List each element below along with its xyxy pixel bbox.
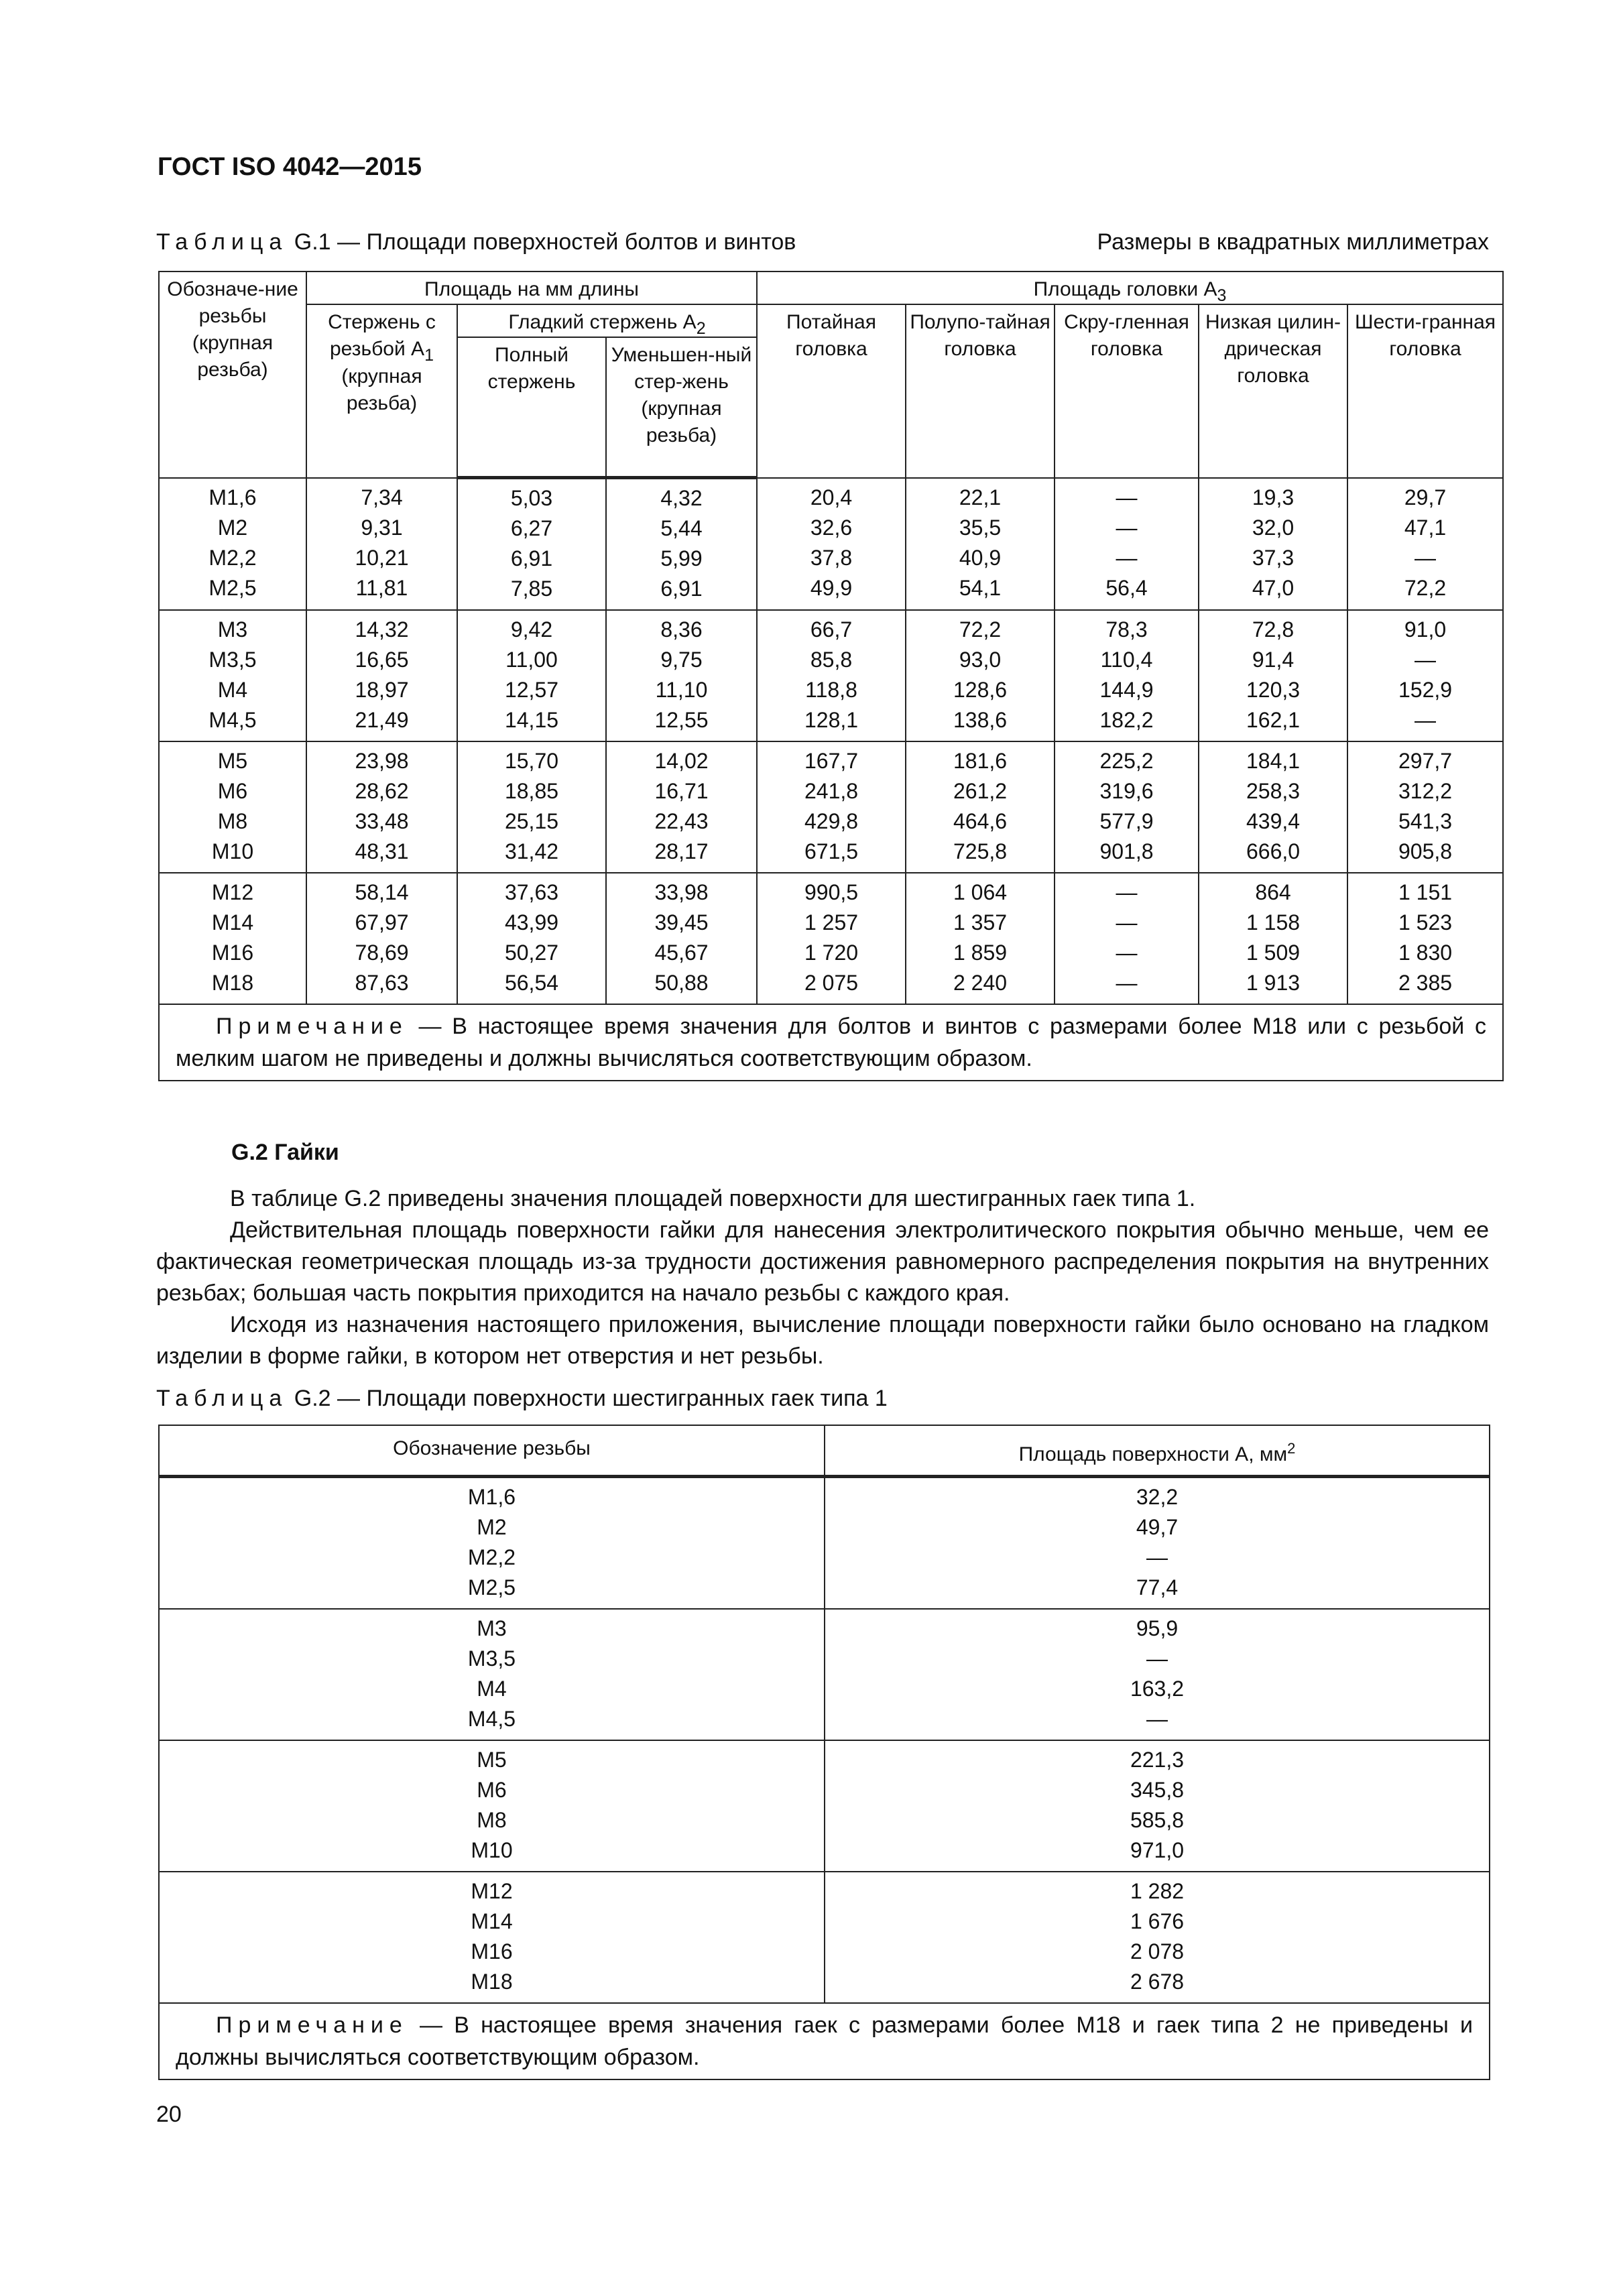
t1-value: 7,34 [361,485,403,509]
t2-header-designation: Обозначение резьбы [159,1425,825,1477]
t1-value: 85,8 [810,648,853,672]
t1-value: 225,2 [1099,749,1154,773]
t1-cell-round [1055,478,1199,611]
t2-cell-designation [159,1872,825,2003]
t1-value: 297,7 [1398,749,1453,773]
t1-cell-full [457,478,606,611]
t1-value: 1 509 [1246,941,1301,965]
t1-value: 12,55 [654,708,709,732]
t1-header-countersunk: Потайная головка [757,304,906,478]
t1-value: 182,2 [1099,708,1154,732]
t1-cell-full [457,873,606,1004]
t1-cell-designation [159,478,306,611]
table2 [158,1425,1490,2080]
t2-value: 49,7 [1136,1515,1179,1539]
t1-plain-sub: 2 [696,319,706,338]
t1-value: M6 [217,779,248,803]
t1-value: 91,4 [1252,648,1295,672]
t1-cell-cyl [1199,741,1347,873]
t1-value: 15,70 [504,749,559,773]
t2-value: M3,5 [467,1646,516,1671]
t1-value: M4 [217,678,248,702]
t1-value: 2 385 [1398,971,1453,995]
t1-value: 40,9 [959,545,1002,570]
t1-cell-threaded [306,478,457,611]
t1-cell-round [1055,741,1199,873]
t1-value: 2 240 [953,971,1008,995]
t2-cell-area [825,1477,1490,1610]
t1-value: 541,3 [1398,809,1453,833]
t1-header-threaded-shank [306,304,457,478]
t1-value: 21,49 [355,708,409,732]
t1-header-area-head-label: Площадь головки A [1033,278,1217,300]
t1-value: 11,10 [655,678,708,702]
t1-value: 43,99 [504,910,559,934]
t1-value: — [1116,515,1138,540]
t1-value: 14,02 [654,749,709,773]
t2-value: — [1146,1707,1168,1731]
t1-value: 23,98 [355,749,409,773]
t1-header-area-head-sub: 3 [1217,286,1227,305]
t1-value: 1 257 [804,910,859,934]
t1-threaded-tail: (крупная резьба) [341,365,422,414]
t1-value: 39,45 [654,910,709,934]
t2-value: 971,0 [1130,1838,1185,1862]
t1-value: 6,27 [510,516,553,540]
t2-value: 345,8 [1130,1778,1185,1802]
t1-value: 35,5 [959,515,1002,540]
t1-value: 91,0 [1404,617,1447,642]
t1-value: M2 [217,515,248,540]
t1-value: 48,31 [355,839,409,863]
t2-value: M18 [471,1970,513,1994]
t1-cell-raised [906,873,1055,1004]
t1-value: 14,32 [355,617,409,642]
t1-value: 20,4 [810,485,853,509]
t1-value: — [1116,545,1138,570]
table1-caption-text: G.1 — Площади поверхностей болтов и винтов [294,229,796,255]
t1-value: 32,6 [810,515,853,540]
t1-header-raised-countersunk: Полупо-тайная головка [906,304,1055,478]
t1-value: M18 [211,971,254,995]
t1-value: 1 720 [804,941,859,965]
table1-units: Размеры в квадратных миллиметрах [1097,229,1489,255]
t2-value: 221,3 [1130,1748,1185,1772]
t1-header-reduced-shank: Уменьшен-ный стер-жень (крупная резьба) [606,337,757,478]
t2-cell-designation [159,1609,825,1740]
t1-header-low-cylindrical: Низкая цилин-дрическая головка [1199,304,1347,478]
table2-caption [156,1386,888,1412]
t2-value: 1 282 [1130,1879,1185,1903]
t1-header-area-head [757,271,1503,304]
table2-note-word: Примечание [216,2012,408,2038]
t1-cell-hex [1347,610,1503,741]
t1-value: 11,00 [505,648,558,672]
t1-cell-threaded [306,873,457,1004]
paragraph-2-text: Действительная площадь поверхности гайки для нанесения электролитического покрытия обычно меньше, чем ее фактическая геометрическая площадь из-за трудности достижения равномерного распределения покрытия на внутренних резьбах; большая часть покрытия приходится на начало резьбы с каждого края. [156,1217,1489,1306]
t1-value: 9,75 [660,648,703,672]
t1-value: 72,2 [1404,575,1447,600]
paragraph-1-text: В таблице G.2 приведены значения площадей поверхности для шестигранных гаек типа 1. [230,1186,1196,1211]
t1-value: 990,5 [804,880,859,904]
t1-value: 138,6 [953,708,1008,732]
t1-value: 4,32 [660,486,703,510]
table1-caption [156,229,796,255]
t2-value: 163,2 [1130,1677,1185,1701]
t1-value: 7,85 [510,577,553,601]
t2-value: M2,5 [467,1575,516,1599]
t1-value: 45,67 [654,941,709,965]
t1-value: 118,8 [805,678,857,702]
t2-value: M4,5 [467,1707,516,1731]
t1-cell-reduced [606,478,757,611]
t1-value: 28,17 [654,839,709,863]
t1-value: 5,44 [660,516,703,540]
t1-header-full-shank: Полный стержень [457,337,606,478]
t1-cell-reduced [606,741,757,873]
t1-cell-countersunk [757,741,906,873]
t1-cell-hex [1347,478,1503,611]
table1-note-word: Примечание [216,1014,408,1039]
table1-row-group [159,873,1503,1004]
t2-cell-area [825,1740,1490,1872]
t1-value: 56,54 [504,971,559,995]
t1-value: 144,9 [1099,678,1154,702]
table1-body [159,478,1503,1005]
paragraph-3-text: Исходя из назначения настоящего приложения, вычисление площади поверхности гайки было основано на гладком изделии в форме гайки, в котором нет отверстия и нет резьбы. [156,1312,1489,1369]
t1-value: 10,21 [355,545,409,570]
t1-value: 22,1 [959,485,1002,509]
t1-value: — [1415,545,1437,570]
t1-value: 37,8 [810,545,853,570]
table1-note [159,1004,1503,1081]
t2-cell-designation [159,1477,825,1610]
t1-value: 31,42 [504,839,559,863]
t1-value: 1 064 [953,880,1008,904]
t1-value: 33,98 [654,880,709,904]
t1-value: M10 [211,839,254,863]
t1-value: 1 859 [953,941,1008,965]
t2-value: M14 [471,1909,513,1933]
t1-cell-raised [906,741,1055,873]
paragraph-1 [156,1183,1489,1215]
t1-value: — [1415,648,1437,672]
t1-header-area-per-mm: Площадь на мм длины [306,271,757,304]
t1-value: 78,69 [355,941,409,965]
t1-value: 87,63 [355,971,409,995]
t1-value: — [1116,910,1138,934]
table2-row-group [159,1477,1490,1610]
t1-value: 93,0 [959,648,1002,672]
t1-value: 181,6 [953,749,1008,773]
t1-value: 464,6 [953,809,1008,833]
t1-value: M12 [211,880,254,904]
t1-value: — [1116,971,1138,995]
t1-cell-full [457,610,606,741]
paragraph-3 [156,1309,1489,1372]
t2-value: 77,4 [1136,1575,1179,1599]
t1-value: 261,2 [953,779,1008,803]
t1-value: 72,8 [1252,617,1295,642]
t1-cell-hex [1347,873,1503,1004]
table2-row-group [159,1872,1490,2003]
t2-value: M12 [471,1879,513,1903]
table2-note-text: — В настоящее время значения гаек с размерами более M18 и гаек типа 2 не приведены и должны вычисляться соответствующим образом. [176,2012,1473,2070]
t1-cell-threaded [306,741,457,873]
t1-header-plain-shank [457,304,757,337]
t2-value: M6 [477,1778,507,1802]
table2-row-group [159,1609,1490,1740]
t1-value: 54,1 [959,575,1002,600]
t1-value: — [1116,880,1138,904]
t1-value: 18,85 [504,779,559,803]
t1-value: 241,8 [804,779,859,803]
t1-value: 128,6 [953,678,1008,702]
t1-value: 1 830 [1398,941,1453,965]
t2-value: 1 676 [1130,1909,1185,1933]
t1-value: M4,5 [208,708,257,732]
t2-value: M5 [477,1748,507,1772]
t1-value: 152,9 [1398,678,1453,702]
t1-cell-cyl [1199,478,1347,611]
t1-value: M1,6 [208,485,257,509]
t1-header-round: Скру-гленная головка [1055,304,1199,478]
table2-caption-text: G.2 — Площади поверхности шестигранных гаек типа 1 [294,1386,888,1411]
t1-cell-reduced [606,610,757,741]
t2-value: M10 [471,1838,513,1862]
t2-value: M3 [477,1616,507,1640]
t1-cell-full [457,741,606,873]
table1-row-group [159,610,1503,741]
t1-value: 128,1 [804,708,859,732]
t1-cell-countersunk [757,873,906,1004]
t2-value: M8 [477,1808,507,1832]
t2-value: 32,2 [1136,1485,1179,1509]
table2-body [159,1477,1490,2004]
t1-value: M5 [217,749,248,773]
t2-cell-designation [159,1740,825,1872]
t1-value: 49,9 [810,575,853,600]
t1-cell-cyl [1199,873,1347,1004]
t1-value: 2 075 [804,971,859,995]
t1-value: 439,4 [1246,809,1301,833]
t2-cell-area [825,1609,1490,1740]
t2-header-area-label: Площадь поверхности A, мм [1018,1443,1288,1465]
t2-value: 95,9 [1136,1616,1179,1640]
t1-value: M2,2 [208,545,257,570]
t2-value: 2 078 [1130,1939,1185,1963]
t1-cell-raised [906,478,1055,611]
t1-threaded-label: Стержень с резьбой A [328,311,436,360]
t1-value: 32,0 [1252,515,1295,540]
t1-value: 1 357 [953,910,1008,934]
t2-value: M16 [471,1939,513,1963]
t1-value: 66,7 [810,617,853,642]
t1-value: 901,8 [1099,839,1154,863]
t1-header-designation: Обозначе-ние резьбы (крупная резьба) [159,271,306,478]
t2-header-area-sup: 2 [1287,1440,1296,1457]
t1-value: M16 [211,941,254,965]
t1-value: M2,5 [208,575,257,600]
t1-value: 167,7 [804,749,859,773]
t1-value: 72,2 [959,617,1002,642]
t1-cell-countersunk [757,478,906,611]
t1-value: 16,65 [355,648,409,672]
table1-row-group [159,741,1503,873]
t2-value: M4 [477,1677,507,1701]
t1-value: 9,42 [510,617,553,642]
standard-title: ГОСТ ISO 4042—2015 [158,153,422,181]
t1-cell-designation [159,873,306,1004]
t1-value: 184,1 [1246,749,1301,773]
t2-value: — [1146,1646,1168,1671]
t1-value: 67,97 [355,910,409,934]
t1-value: 18,97 [355,678,409,702]
t1-value: M3,5 [208,648,257,672]
t1-value: 25,15 [504,809,559,833]
t1-value: 162,1 [1246,708,1301,732]
t1-cell-hex [1347,741,1503,873]
t2-header-area [825,1425,1490,1477]
t1-value: M8 [217,809,248,833]
t1-value: 864 [1255,880,1291,904]
t1-value: 37,63 [504,880,559,904]
t1-value: 14,15 [504,708,559,732]
t2-cell-area [825,1872,1490,2003]
t1-value: 22,43 [654,809,709,833]
t1-value: 58,14 [355,880,409,904]
t2-value: M1,6 [467,1485,516,1509]
t1-value: 1 158 [1246,910,1301,934]
paragraph-2 [156,1215,1489,1309]
t1-value: 120,3 [1246,678,1301,702]
t1-value: 666,0 [1246,839,1301,863]
t1-value: 29,7 [1404,485,1447,509]
t1-value: 33,48 [355,809,409,833]
t1-value: M3 [217,617,248,642]
table1-caption-word: Таблица [156,229,288,255]
t1-cell-raised [906,610,1055,741]
page-number: 20 [156,2102,182,2127]
t1-cell-countersunk [757,610,906,741]
t2-value: 585,8 [1130,1808,1185,1832]
t1-value: 56,4 [1105,575,1148,600]
t1-plain-label: Гладкий стержень A [508,311,697,333]
t1-value: 78,3 [1105,617,1148,642]
t1-value: 319,6 [1099,779,1154,803]
t1-value: 1 523 [1398,910,1453,934]
t1-value: 6,91 [510,546,553,570]
t1-cell-threaded [306,610,457,741]
t1-value: 671,5 [804,839,859,863]
t1-value: — [1116,485,1138,509]
t1-cell-designation [159,741,306,873]
t2-value: 2 678 [1130,1970,1185,1994]
t1-value: — [1116,941,1138,965]
t1-value: 577,9 [1099,809,1154,833]
t1-value: 429,8 [804,809,859,833]
t1-value: 47,0 [1252,575,1295,600]
t1-value: 11,81 [355,575,408,600]
t1-threaded-sub: 1 [424,346,434,365]
t1-value: M14 [211,910,254,934]
t1-value: 47,1 [1404,515,1447,540]
t1-cell-reduced [606,873,757,1004]
t1-header-hexagon: Шести-гранная головка [1347,304,1503,478]
t1-value: 905,8 [1398,839,1453,863]
t1-cell-cyl [1199,610,1347,741]
table1-row-group [159,478,1503,611]
t1-value: 50,27 [504,941,559,965]
t2-value: M2,2 [467,1545,516,1569]
t1-value: 6,91 [660,577,703,601]
table2-row-group [159,1740,1490,1872]
t1-value: 1 151 [1398,880,1453,904]
t2-value: M2 [477,1515,507,1539]
t1-value: 12,57 [504,678,559,702]
t1-value: 5,99 [660,546,703,570]
t1-cell-round [1055,873,1199,1004]
t1-value: 8,36 [660,617,703,642]
t1-value: 1 913 [1246,971,1301,995]
table1-note-text: — В настоящее время значения для болтов и винтов с размерами более M18 или с резьбой с мелким шагом не приведены и должны вычисляться соответствующим образом. [176,1014,1487,1071]
t1-value: 725,8 [953,839,1008,863]
section-g2-title: G.2 Гайки [231,1140,339,1165]
t1-cell-designation [159,610,306,741]
table1 [158,271,1504,1081]
t1-value: 312,2 [1398,779,1453,803]
t2-value: — [1146,1545,1168,1569]
table2-note [159,2003,1490,2079]
t1-value: — [1415,708,1437,732]
table2-caption-word: Таблица [156,1386,288,1411]
t1-value: 258,3 [1246,779,1301,803]
t1-value: 110,4 [1100,648,1153,672]
t1-cell-round [1055,610,1199,741]
t1-value: 5,03 [510,486,553,510]
t1-value: 37,3 [1252,545,1295,570]
t1-value: 19,3 [1252,485,1295,509]
t1-value: 50,88 [654,971,709,995]
t1-value: 28,62 [355,779,409,803]
t1-value: 9,31 [361,515,403,540]
t1-value: 16,71 [654,779,709,803]
